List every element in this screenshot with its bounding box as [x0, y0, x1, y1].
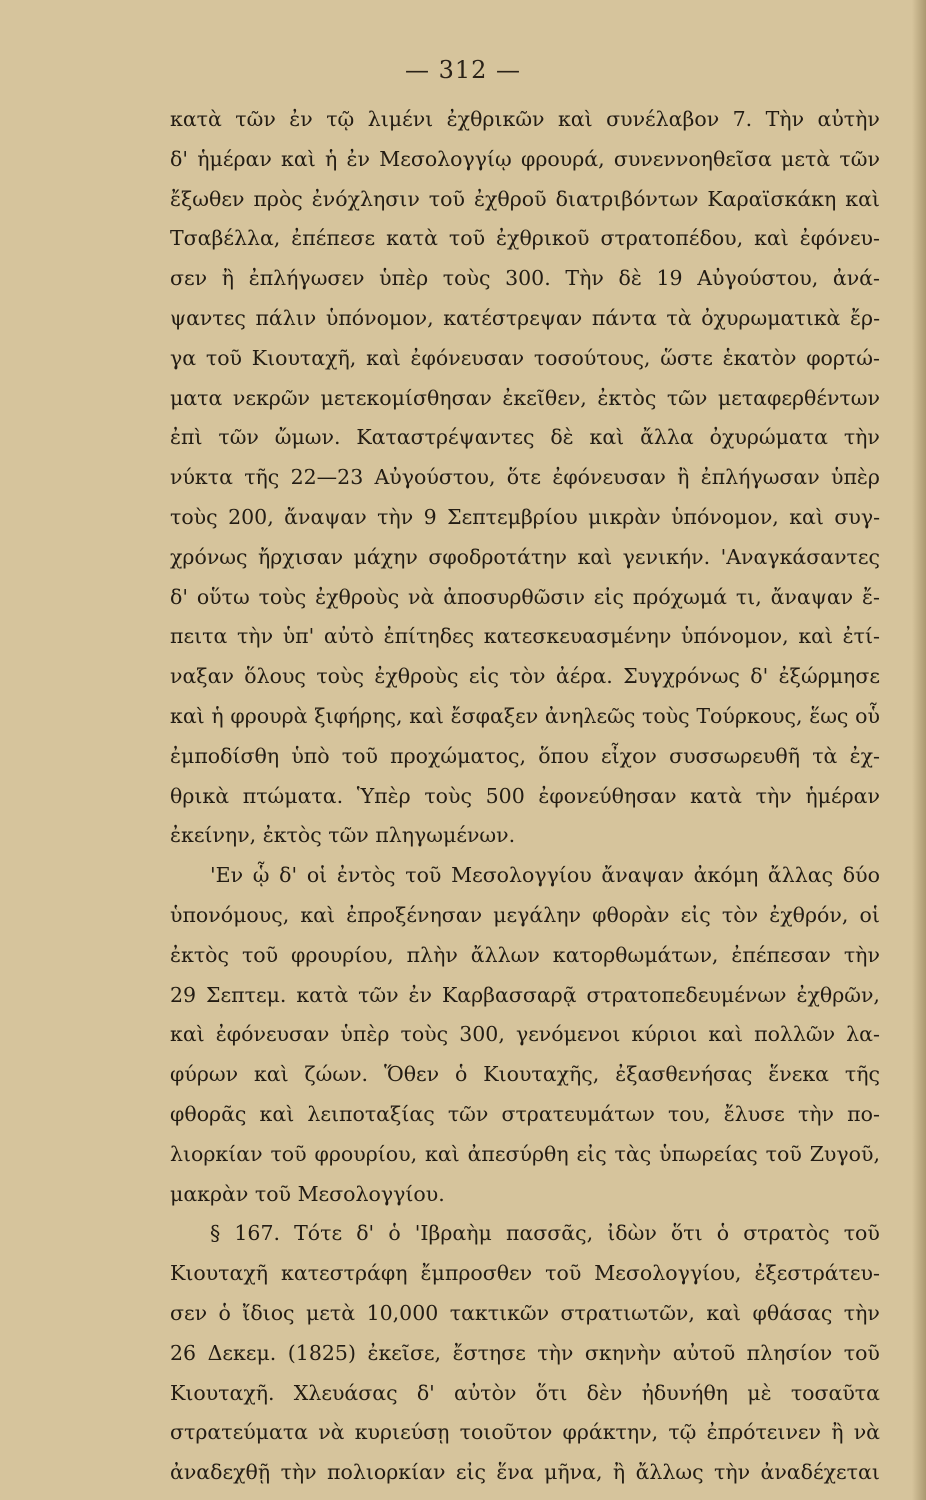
text-line: Κιουταχῆ κατεστράφη ἔμπροσθεν τοῦ Μεσολογγίου, ἐξεστράτευ-	[170, 1261, 880, 1286]
text-line: γα τοῦ Κιουταχῆ, καὶ ἐφόνευσαν τοσούτους, ὥστε ἑκατὸν φορτώ-	[170, 345, 880, 370]
text-line: μακρὰν τοῦ Μεσολογγίου.	[170, 1181, 445, 1206]
page-edge-shadow	[912, 0, 926, 1500]
text-line: ἐμποδίσθη ὑπὸ τοῦ προχώματος, ὅπου εἶχον συσσωρευθῆ τὰ ἐχ-	[170, 743, 880, 768]
text-line: 29 Σεπτεμ. κατὰ τῶν ἐν Καρβασσαρᾷ στρατοπεδευμένων ἐχθρῶν,	[170, 982, 880, 1007]
text-line: λιορκίαν τοῦ φρουρίου, καὶ ἀπεσύρθη εἰς τὰς ὑπωρείας τοῦ Ζυγοῦ,	[170, 1141, 880, 1166]
text-line: σεν ἢ ἐπλήγωσεν ὑπὲρ τοὺς 300. Τὴν δὲ 19 Αὐγούστου, ἀνά-	[170, 266, 880, 291]
text-line: καὶ ἡ φρουρὰ ξιφήρης, καὶ ἔσφαξεν ἀνηλεῶς τοὺς Τούρκους, ἕως οὗ	[170, 703, 880, 728]
page-number: — 312 —	[404, 56, 522, 84]
text-line: § 167. Τότε δ' ὁ 'Ιβραὴμ πασσᾶς, ἰδὼν ὅτι ὁ στρατὸς τοῦ	[210, 1221, 880, 1246]
text-line: 26 Δεκεμ. (1825) ἐκεῖσε, ἔστησε τὴν σκηνὴν αὐτοῦ πλησίον τοῦ	[170, 1340, 880, 1365]
text-line: ψαντες πάλιν ὑπόνομον, κατέστρεψαν πάντα τὰ ὀχυρωματικὰ ἔρ-	[170, 305, 880, 330]
text-line: Τσαβέλλα, ἐπέπεσε κατὰ τοῦ ἐχθρικοῦ στρατοπέδου, καὶ ἐφόνευ-	[170, 226, 880, 251]
text-line: ἔξωθεν πρὸς ἐνόχλησιν τοῦ ἐχθροῦ διατριβόντων Καραϊσκάκη καὶ	[170, 186, 880, 211]
body-text	[170, 100, 880, 1493]
text-line: ὑπονόμους, καὶ ἐπροξένησαν μεγάλην φθορὰν εἰς τὸν ἐχθρόν, οἱ	[170, 902, 880, 927]
text-line: στρατεύματα νὰ κυριεύσῃ τοιοῦτον φράκτην, τῷ ἐπρότεινεν ἢ νὰ	[170, 1420, 880, 1445]
text-line: κατὰ τῶν ἐν τῷ λιμένι ἐχθρικῶν καὶ συνέλαβον 7. Τὴν αὐτὴν	[170, 107, 880, 131]
text-line: ἐκτὸς τοῦ φρουρίου, πλὴν ἄλλων κατορθωμάτων, ἐπέπεσαν τὴν	[170, 942, 880, 967]
text-line: Κιουταχῆ. Χλευάσας δ' αὐτὸν ὅτι δὲν ἠδυνήθη μὲ τοσαῦτα	[170, 1380, 880, 1405]
text-line: χρόνως ἤρχισαν μάχην σφοδροτάτην καὶ γενικήν. 'Αναγκάσαντες	[170, 544, 880, 569]
text-line: ἀναδεχθῇ τὴν πολιορκίαν εἰς ἕνα μῆνα, ἢ ἄλλως τὴν ἀναδέχεται	[170, 1460, 880, 1485]
text-line: φθορᾶς καὶ λειποταξίας τῶν στρατευμάτων του, ἔλυσε τὴν πο-	[170, 1101, 880, 1126]
text-line: καὶ ἐφόνευσαν ὑπὲρ τοὺς 300, γενόμενοι κύριοι καὶ πολλῶν λα-	[170, 1022, 880, 1047]
text-line: 'Εν ᾧ δ' οἱ ἐντὸς τοῦ Μεσολογγίου ἄναψαν ἀκόμη ἄλλας δύο	[210, 863, 880, 888]
text-line: θρικὰ πτώματα. Ὑπὲρ τοὺς 500 ἐφονεύθησαν κατὰ τὴν ἡμέραν	[170, 783, 880, 808]
text-line: ἐκείνην, ἐκτὸς τῶν πληγωμένων.	[170, 823, 516, 848]
text-line: νύκτα τῆς 22—23 Αὐγούστου, ὅτε ἐφόνευσαν ἢ ἐπλήγωσαν ὑπὲρ	[170, 465, 880, 490]
text-line: ναξαν ὅλους τοὺς ἐχθροὺς εἰς τὸν ἀέρα. Συγχρόνως δ' ἐξώρμησε	[170, 664, 880, 689]
text-line: σεν ὁ ἴδιος μετὰ 10,000 τακτικῶν στρατιωτῶν, καὶ φθάσας τὴν	[170, 1300, 880, 1325]
text-line: πειτα τὴν ὑπ' αὐτὸ ἐπίτηδες κατεσκευασμένην ὑπόνομον, καὶ ἐτί-	[170, 624, 880, 649]
text-line: ἐπὶ τῶν ὤμων. Καταστρέψαντες δὲ καὶ ἄλλα ὀχυρώματα τὴν	[170, 425, 880, 450]
text-line: φύρων καὶ ζώων. Ὅθεν ὁ Κιουταχῆς, ἐξασθενήσας ἕνεκα τῆς	[170, 1062, 880, 1087]
text-line: δ' οὕτω τοὺς ἐχθροὺς νὰ ἀποσυρθῶσιν εἰς πρόχωμά τι, ἄναψαν ἔ-	[170, 584, 880, 609]
text-line: δ' ἡμέραν καὶ ἡ ἐν Μεσολογγίῳ φρουρά, συνεννοηθεῖσα μετὰ τῶν	[170, 146, 880, 171]
text-line: τοὺς 200, ἄναψαν τὴν 9 Σεπτεμβρίου μικρὰν ὑπόνομον, καὶ συγ-	[170, 504, 880, 529]
text-line: ματα νεκρῶν μετεκομίσθησαν ἐκεῖθεν, ἐκτὸς τῶν μεταφερθέντων	[170, 385, 880, 410]
